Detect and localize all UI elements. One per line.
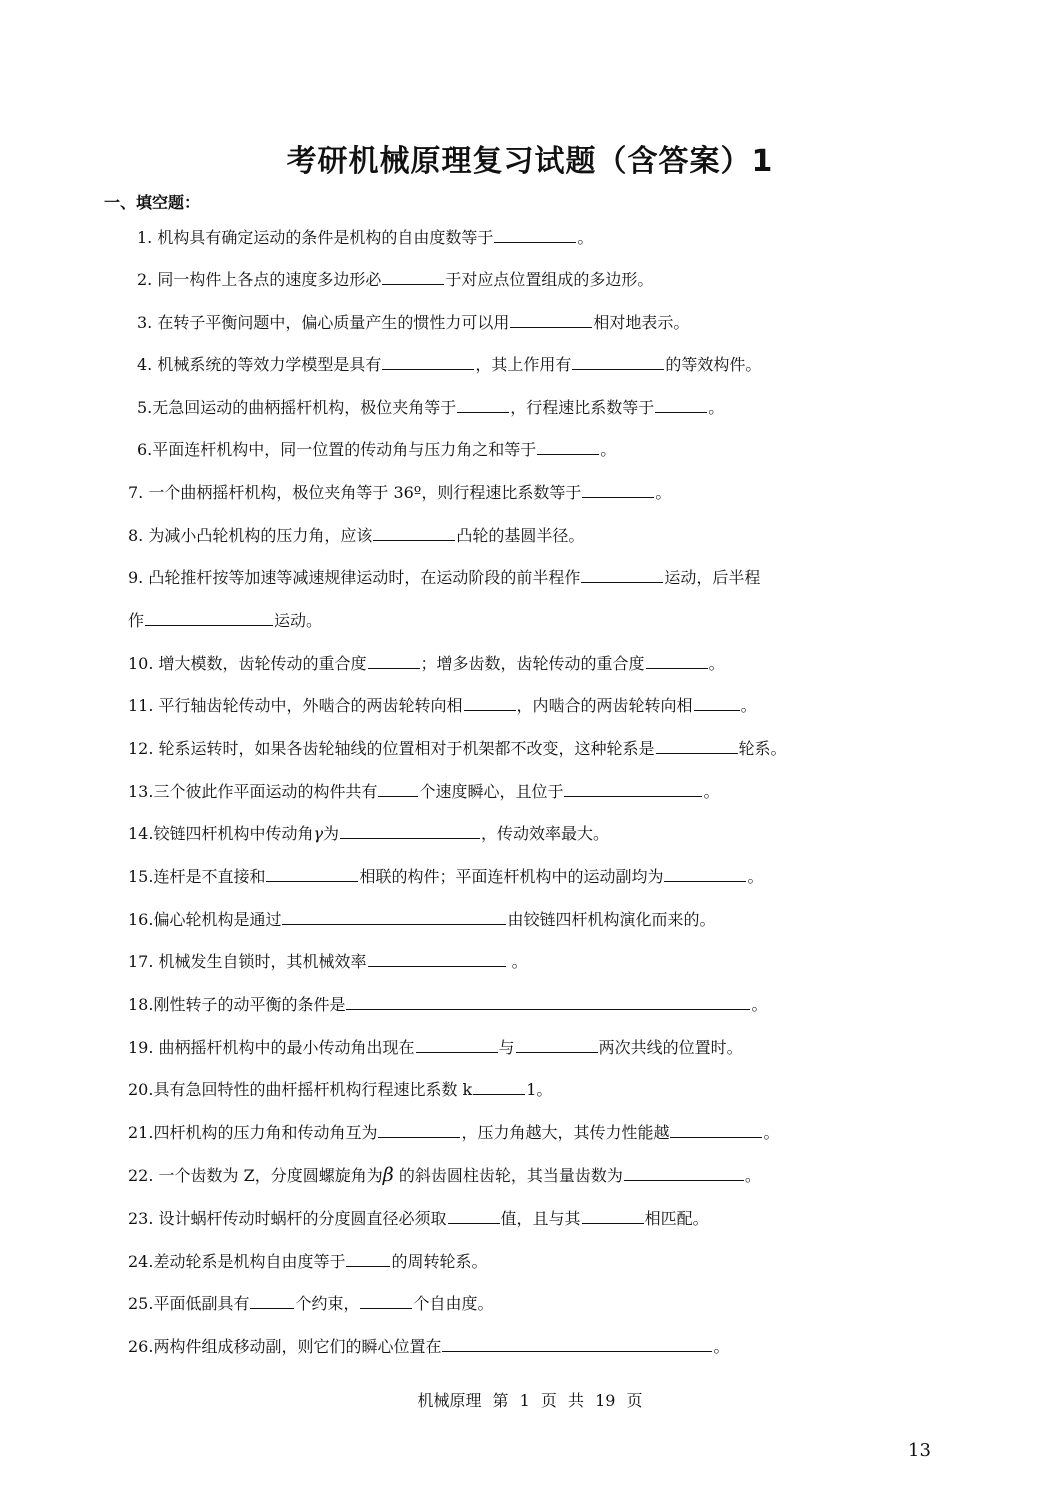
question-3: 3. 在转子平衡问题中，偏心质量产生的惯性力可以用 相对地表示。 bbox=[137, 313, 690, 332]
question-9-continued: 作 运动。 bbox=[128, 611, 323, 630]
question-12: 12. 轮系运转时，如果各齿轮轴线的位置相对于机架都不改变，这种轮系是 轮系。 bbox=[128, 739, 787, 758]
gamma-symbol: γ bbox=[313, 824, 324, 843]
answer-blank bbox=[340, 822, 480, 839]
page-number: 13 bbox=[908, 1440, 931, 1461]
answer-blank bbox=[655, 396, 707, 413]
question-4: 4. 机械系统的等效力学模型是具有 ，其上作用有 的等效构件。 bbox=[137, 355, 762, 374]
question-10: 10. 增大模数，齿轮传动的重合度 ；增多齿数，齿轮传动的重合度 。 bbox=[128, 654, 725, 673]
question-9: 9. 凸轮推杆按等加速等减速规律运动时，在运动阶段的前半程作 运动，后半程 bbox=[128, 568, 761, 587]
question-2: 2. 同一构件上各点的速度多边形必 于对应点位置组成的多边形。 bbox=[137, 270, 654, 289]
question-15: 15.连杆是不直接和 相联的构件；平面连杆机构中的运动副均为 。 bbox=[128, 867, 764, 886]
page-title: 考研机械原理复习试题（含答案）1 bbox=[286, 144, 774, 179]
answer-blank bbox=[656, 737, 738, 754]
answer-blank bbox=[624, 1164, 744, 1181]
question-16: 16.偏心轮机构是通过 由铰链四杆机构演化而来的。 bbox=[128, 910, 716, 929]
answer-blank bbox=[266, 865, 358, 882]
question-8: 8. 为减小凸轮机构的压力角，应该 凸轮的基圆半径。 bbox=[128, 526, 585, 545]
answer-blank bbox=[582, 481, 654, 498]
answer-blank bbox=[664, 865, 746, 882]
answer-blank bbox=[494, 226, 576, 243]
question-19: 19. 曲柄摇杆机构中的最小传动角出现在 与 两次共线的位置时。 bbox=[128, 1038, 743, 1057]
answer-blank bbox=[368, 950, 506, 967]
answer-blank bbox=[145, 609, 273, 626]
answer-blank bbox=[694, 694, 740, 711]
answer-blank bbox=[250, 1292, 294, 1309]
answer-blank bbox=[442, 1335, 712, 1352]
answer-blank bbox=[378, 1121, 460, 1138]
question-6: 6.平面连杆机构中，同一位置的传动角与压力角之和等于 。 bbox=[137, 440, 617, 459]
answer-blank bbox=[382, 353, 474, 370]
answer-blank bbox=[582, 1207, 644, 1224]
answer-blank bbox=[346, 993, 750, 1010]
answer-blank bbox=[670, 1121, 762, 1138]
answer-blank bbox=[373, 524, 455, 541]
answer-blank bbox=[510, 311, 592, 328]
answer-blank bbox=[572, 353, 664, 370]
question-25: 25.平面低副具有 个约束， 个自由度。 bbox=[128, 1294, 494, 1313]
question-26: 26.两构件组成移动副，则它们的瞬心位置在 。 bbox=[128, 1337, 730, 1356]
beta-symbol: β bbox=[382, 1164, 394, 1186]
answer-blank bbox=[382, 268, 444, 285]
question-14: 14.铰链四杆机构中传动角γ为 ，传动效率最大。 bbox=[128, 824, 610, 843]
question-1: 1. 机构具有确定运动的条件是机构的自由度数等于 。 bbox=[137, 228, 594, 247]
question-23: 23. 设计蜗杆传动时蜗杆的分度圆直径必须取 值，且与其 相匹配。 bbox=[128, 1209, 709, 1228]
question-20: 20.具有急回特性的曲杆摇杆机构行程速比系数 k 1。 bbox=[128, 1080, 553, 1099]
question-21: 21.四杆机构的压力角和传动角互为 ，压力角越大，其传力性能越 。 bbox=[128, 1123, 780, 1142]
question-24: 24.差动轮系是机构自由度等于 的周转轮系。 bbox=[128, 1252, 488, 1271]
answer-blank bbox=[368, 652, 420, 669]
answer-blank bbox=[378, 780, 418, 797]
question-17: 17. 机械发生自锁时，其机械效率 。 bbox=[128, 952, 528, 971]
question-7: 7. 一个曲柄摇杆机构，极位夹角等于 36º，则行程速比系数等于 。 bbox=[128, 483, 672, 502]
question-22: 22. 一个齿数为 Z，分度圆螺旋角为β 的斜齿圆柱齿轮，其当量齿数为 。 bbox=[128, 1164, 761, 1186]
answer-blank bbox=[646, 652, 708, 669]
answer-blank bbox=[516, 1036, 598, 1053]
answer-blank bbox=[448, 1207, 500, 1224]
question-11: 11. 平行轴齿轮传动中，外啮合的两齿轮转向相 ，内啮合的两齿轮转向相 。 bbox=[128, 696, 757, 715]
answer-blank bbox=[360, 1292, 412, 1309]
answer-blank bbox=[416, 1036, 498, 1053]
page-footer: 机械原理 第 1 页 共 19 页 bbox=[417, 1391, 643, 1410]
answer-blank bbox=[282, 908, 506, 925]
answer-blank bbox=[457, 396, 509, 413]
question-5: 5.无急回运动的曲柄摇杆机构，极位夹角等于 ，行程速比系数等于 。 bbox=[137, 398, 725, 417]
answer-blank bbox=[564, 780, 702, 797]
question-18: 18.刚性转子的动平衡的条件是 。 bbox=[128, 995, 768, 1014]
section-heading: 一、填空题： bbox=[104, 193, 201, 212]
answer-blank bbox=[473, 1078, 525, 1095]
answer-blank bbox=[537, 438, 599, 455]
answer-blank bbox=[346, 1250, 390, 1267]
answer-blank bbox=[464, 694, 516, 711]
question-13: 13.三个彼此作平面运动的构件共有 个速度瞬心，且位于 。 bbox=[128, 782, 720, 801]
answer-blank bbox=[581, 566, 663, 583]
